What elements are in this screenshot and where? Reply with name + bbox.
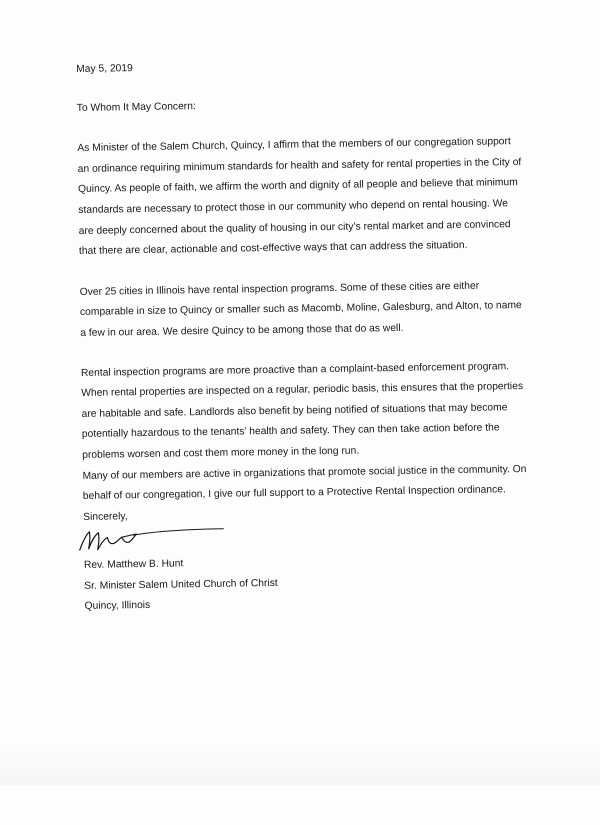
- paragraph-inspection-benefits: Rental inspection programs are more proactive than a complaint-based enforcement program. When rental properties are inspected on a regular, periodic basis, this ensures that the properties are habitable and safe. Landlords also benefit by being notified of situations that may become potentially hazardous to the tenants’ health and safety. They can then take action before the problems worsen and cost them more money in the long run.: [80, 360, 524, 461]
- paragraph-ministry-affirmation: As Minister of the Salem Church, Quincy, I affirm that the members of our congregation support an ordinance requiring minimum standards for health and safety for rental properties in the City of Quincy. As people of faith, we affirm the worth and dignity of all people and believe that minimum standards are necessary to protect those in our community who depend on rental housing. We are deeply concerned about the quality of housing in our city’s rental market and are convinced that there are clear, actionable and cost-effective ways that can address the situation.: [77, 136, 522, 258]
- handwritten-signature: [77, 524, 227, 556]
- paragraph-congregation-support: Many of our members are active in organizations that promote social justice in the community. On behalf of our congregation, I give our full support to a Protective Rental Inspection ordinance.: [82, 463, 527, 503]
- letter-date: May 5, 2019: [76, 63, 133, 75]
- paragraph-illinois-cities: Over 25 cities in Illinois have rental inspection programs. Some of these cities are either comparable in size to Quincy or smaller such as Macomb, Moline, Galesburg, and Alton, to name a few in our area. We desire Quincy to be among those that do as well.: [79, 280, 522, 339]
- letter-closing: Sincerely,: [83, 510, 128, 523]
- signer-title: Sr. Minister Salem United Church of Christ: [84, 577, 278, 592]
- signer-location: Quincy, Illinois: [84, 600, 151, 613]
- letter-salutation: To Whom It May Concern:: [76, 100, 196, 114]
- signer-name: Rev. Matthew B. Hunt: [83, 558, 184, 572]
- letter-body: [76, 53, 531, 618]
- scan-edge-shadow: [0, 745, 600, 785]
